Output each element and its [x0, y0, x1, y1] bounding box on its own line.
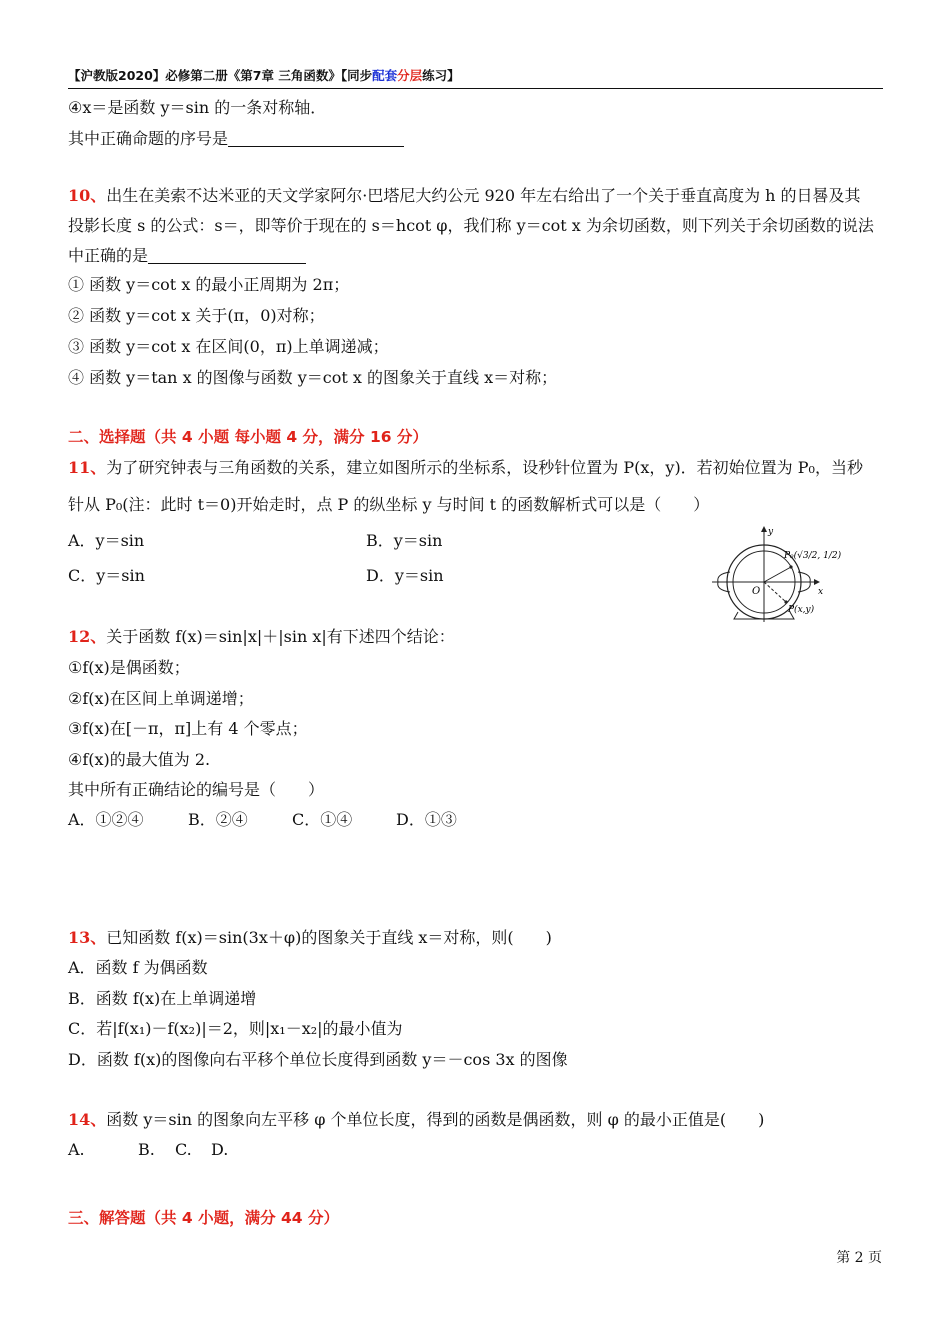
q14-option-c[interactable]: C.	[175, 1140, 192, 1159]
q11-option-d[interactable]: D．y＝sin	[366, 566, 444, 585]
q13-option-a[interactable]: A．函数 f 为偶函数	[68, 958, 208, 977]
x-axis-label: x	[818, 587, 824, 597]
q14-number: 14、	[68, 1110, 107, 1129]
q10-line2: 投影长度 s 的公式：s＝，即等价于现在的 s＝hcot φ，我们称 y＝cot x 为余切函数，则下列关于余切函数的说法	[68, 216, 874, 235]
header-highlight-blue: 配套	[372, 68, 398, 83]
q10-item: ① 函数 y＝cot x 的最小正周期为 2π；	[68, 275, 350, 294]
q10-line1	[68, 184, 861, 208]
clock-coordinate-figure	[712, 522, 842, 622]
q11-line2: 针从 P₀(注：此时 t＝0)开始走时，点 P 的纵坐标 y 与时间 t 的函数解析式可以是（ ）	[68, 495, 710, 514]
q14-option-d[interactable]: D.	[211, 1140, 229, 1159]
q11-option-a[interactable]: A．y＝sin	[68, 531, 145, 550]
q10-item: ③ 函数 y＝cot x 在区间(0，π)上单调递减；	[68, 337, 389, 356]
q10-line3	[68, 244, 306, 268]
q11-number: 11、	[68, 458, 107, 477]
q12-item: ①f(x)是偶函数；	[68, 658, 190, 677]
q12-item: ④f(x)的最大值为 2.	[68, 750, 211, 769]
point-p0	[789, 565, 792, 568]
q9-ask: 其中正确命题的序号是	[68, 129, 229, 148]
y-axis-arrow-icon	[761, 526, 767, 532]
section-2-heading: 二、选择题（共 4 小题 每小题 4 分，满分 16 分）	[68, 428, 428, 446]
q13-text: 已知函数 f(x)＝sin(3x＋φ)的图象关于直线 x＝对称，则( )	[106, 928, 552, 947]
point-p	[784, 600, 787, 603]
q14-option-b[interactable]: B.	[138, 1140, 155, 1159]
second-hand-current	[764, 582, 786, 602]
answer-blank[interactable]	[228, 130, 404, 147]
q13-number: 13、	[68, 928, 107, 947]
q12-text: 关于函数 f(x)＝sin|x|＋|sin x|有下述四个结论：	[106, 627, 455, 646]
q12-item: ③f(x)在[－π，π]上有 4 个零点；	[68, 719, 308, 738]
q12-option-c[interactable]: C．①④	[292, 810, 353, 829]
q13-option-b[interactable]: B．函数 f(x)在上单调递增	[68, 989, 257, 1008]
q10-text1: 出生在美索不达米亚的天文学家阿尔·巴塔尼大约公元 920 年左右给出了一个关于垂直高度为 h 的日晷及其	[106, 186, 861, 205]
p0-label: P₀(√3/2, 1/2)	[784, 551, 842, 561]
q13-option-c[interactable]: C．若|f(x₁)－f(x₂)|＝2，则|x₁－x₂|的最小值为	[68, 1019, 403, 1038]
q12-ask: 其中所有正确结论的编号是（ ）	[68, 780, 325, 799]
q11-option-c[interactable]: C．y＝sin	[68, 566, 145, 585]
header-highlight-red: 分层	[397, 68, 423, 83]
origin-label: O	[752, 586, 761, 597]
page-header	[68, 66, 883, 89]
q11-text1: 为了研究钟表与三角函数的关系，建立如图所示的坐标系，设秒针位置为 P(x，y)．若初始位置为 P₀，当秒	[106, 458, 863, 477]
q10-text3: 中正确的是	[68, 246, 149, 265]
q12-item: ②f(x)在区间上单调递增；	[68, 689, 254, 708]
q12-option-b[interactable]: B．②④	[188, 810, 248, 829]
section-3-heading: 三、解答题（共 4 小题，满分 44 分）	[68, 1209, 339, 1227]
q14-option-a[interactable]: A.	[68, 1140, 85, 1159]
q11-line1	[68, 456, 863, 480]
q14-text: 函数 y＝sin 的图象向左平移 φ 个单位长度，得到的函数是偶函数，则 φ 的最小正值是( )	[106, 1110, 765, 1129]
q12-option-d[interactable]: D．①③	[396, 810, 457, 829]
q13-line1	[68, 926, 552, 950]
header-text: 【沪教版2020】必修第二册《第7章 三角函数》【同步	[68, 68, 373, 83]
q9-ask-line	[68, 127, 404, 151]
second-hand-initial	[764, 567, 791, 582]
q10-item: ② 函数 y＝cot x 关于(π，0)对称；	[68, 306, 325, 325]
y-axis-label: y	[768, 527, 774, 537]
q12-option-a[interactable]: A．①②④	[68, 810, 144, 829]
q10-item: ④ 函数 y＝tan x 的图像与函数 y＝cot x 的图象关于直线 x＝对称；	[68, 368, 558, 387]
q9-item4: ④x＝是函数 y＝sin 的一条对称轴．	[68, 98, 327, 117]
q10-number: 10、	[68, 186, 107, 205]
q14-line1	[68, 1108, 764, 1132]
header-text-end: 练习】	[422, 68, 460, 83]
q11-option-b[interactable]: B．y＝sin	[366, 531, 443, 550]
q12-line1	[68, 625, 455, 649]
x-axis-arrow-icon	[814, 579, 820, 585]
page-number: 第 2 页	[836, 1250, 882, 1266]
p-label: P(x,y)	[788, 605, 815, 615]
q12-number: 12、	[68, 627, 107, 646]
q13-option-d[interactable]: D．函数 f(x)的图像向右平移个单位长度得到函数 y＝－cos 3x 的图像	[68, 1050, 568, 1069]
answer-blank[interactable]	[148, 247, 306, 264]
